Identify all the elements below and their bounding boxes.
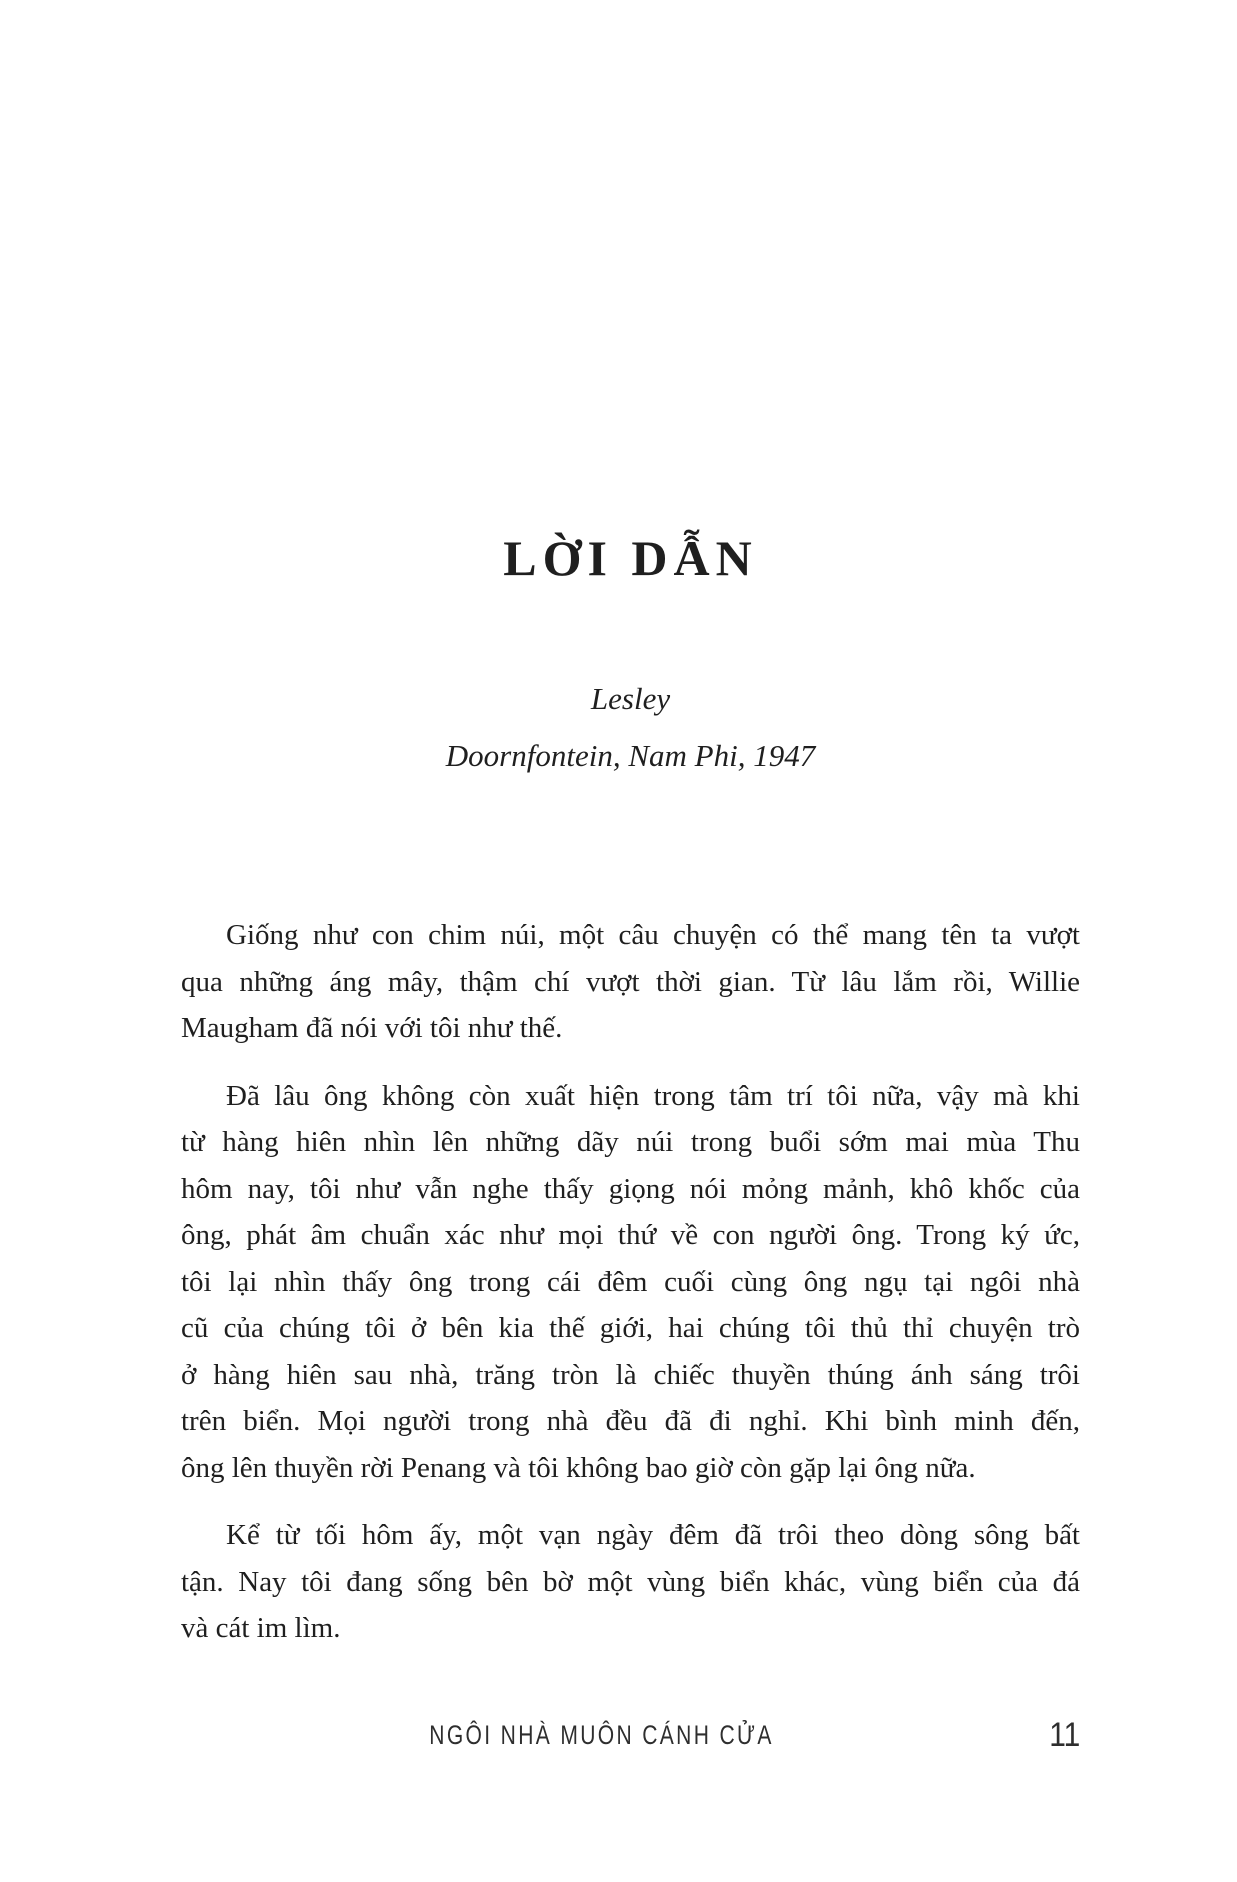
body-line: tôi lại nhìn thấy ông trong cái đêm cuối cùng ông ngụ tại ngôi nhà bbox=[181, 1265, 1080, 1298]
epigraph-author-line: Lesley bbox=[590, 681, 671, 716]
page-number: 11 bbox=[1048, 1716, 1080, 1754]
body-line: cũ của chúng tôi ở bên kia thế giới, hai chúng tôi thủ thỉ chuyện trò bbox=[181, 1312, 1080, 1344]
running-title: NGÔI NHÀ MUÔN CÁNH CỬA bbox=[429, 1720, 774, 1750]
body-line: Kể từ tối hôm ấy, một vạn ngày đêm đã trôi theo dòng sông bất bbox=[226, 1519, 1080, 1551]
body-line: Maugham đã nói với tôi như thế. bbox=[181, 1012, 563, 1044]
body-line: hôm nay, tôi như vẫn nghe thấy giọng nói mỏng mảnh, khô khốc của bbox=[181, 1172, 1080, 1205]
body-line: qua những áng mây, thậm chí vượt thời gian. Từ lâu lắm rồi, Willie bbox=[181, 965, 1080, 998]
page-footer bbox=[181, 1714, 1080, 1758]
body-line: ở hàng hiên sau nhà, trăng tròn là chiếc thuyền thúng ánh sáng trôi bbox=[181, 1358, 1080, 1391]
epigraph-place-date-line: Doornfontein, Nam Phi, 1947 bbox=[445, 738, 816, 773]
paragraph bbox=[181, 1073, 1080, 1492]
body-line: tận. Nay tôi đang sống bên bờ một vùng biển khác, vùng biển của đá bbox=[181, 1565, 1080, 1598]
chapter-heading: LỜI DẪN bbox=[503, 530, 758, 586]
body-paragraphs bbox=[181, 912, 1080, 1673]
body-line: Đã lâu ông không còn xuất hiện trong tâm trí tôi nữa, vậy mà khi bbox=[226, 1079, 1080, 1112]
body-line: ông, phát âm chuẩn xác như mọi thứ về con người ông. Trong ký ức, bbox=[181, 1219, 1080, 1251]
body-line: Giống như con chim núi, một câu chuyện có thể mang tên ta vượt bbox=[226, 919, 1080, 951]
body-line: trên biển. Mọi người trong nhà đều đã đi nghỉ. Khi bình minh đến, bbox=[181, 1405, 1080, 1437]
body-line: từ hàng hiên nhìn lên những dãy núi trong buổi sớm mai mùa Thu bbox=[181, 1126, 1080, 1158]
epigraph bbox=[181, 670, 1080, 784]
paragraph bbox=[181, 912, 1080, 1052]
body-line: ông lên thuyền rời Penang và tôi không bao giờ còn gặp lại ông nữa. bbox=[181, 1451, 976, 1484]
body-line: và cát im lìm. bbox=[181, 1612, 341, 1644]
paragraph bbox=[181, 1512, 1080, 1652]
